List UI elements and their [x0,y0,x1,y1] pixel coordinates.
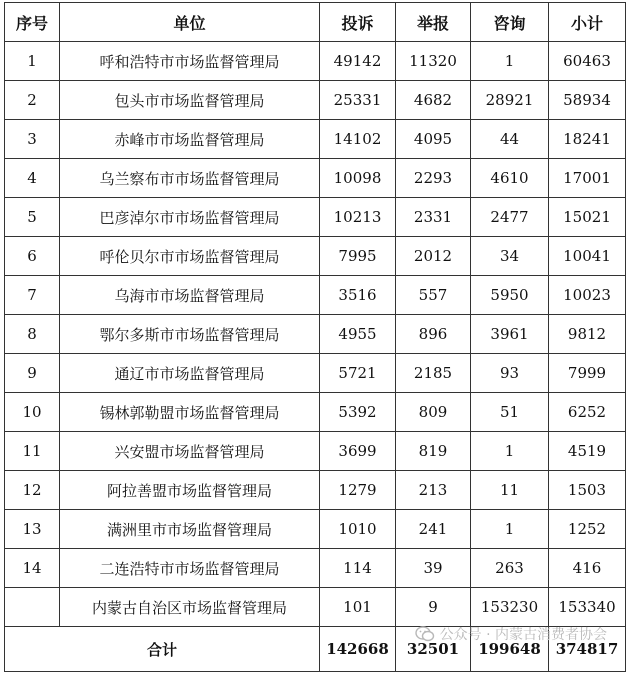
table-row [5,120,626,159]
row-index: 6 [5,237,60,276]
table-row [5,42,626,81]
row-complaints: 101 [320,588,396,627]
row-reports: 4682 [396,81,471,120]
row-inquiries: 4610 [471,159,549,198]
row-reports: 213 [396,471,471,510]
row-subtotal: 58934 [549,81,626,120]
row-index: 7 [5,276,60,315]
header-complaints: 投诉 [320,3,396,42]
row-inquiries: 3961 [471,315,549,354]
total-subtotal: 374817 [549,627,626,672]
table-row [5,432,626,471]
header-inquiries: 咨询 [471,3,549,42]
row-subtotal: 18241 [549,120,626,159]
row-reports: 39 [396,549,471,588]
row-complaints: 1010 [320,510,396,549]
table-row [5,471,626,510]
table-row [5,237,626,276]
row-inquiries: 28921 [471,81,549,120]
total-reports: 32501 [396,627,471,672]
row-unit: 呼伦贝尔市市场监督管理局 [60,237,320,276]
row-reports: 809 [396,393,471,432]
row-subtotal: 153340 [549,588,626,627]
row-inquiries: 11 [471,471,549,510]
row-complaints: 3699 [320,432,396,471]
row-complaints: 10213 [320,198,396,237]
row-subtotal: 7999 [549,354,626,393]
row-index: 13 [5,510,60,549]
table-row [5,510,626,549]
row-inquiries: 153230 [471,588,549,627]
total-complaints: 142668 [320,627,396,672]
row-inquiries: 5950 [471,276,549,315]
row-index [5,588,60,627]
row-inquiries: 51 [471,393,549,432]
row-subtotal: 1252 [549,510,626,549]
row-inquiries: 1 [471,510,549,549]
row-unit: 阿拉善盟市场监督管理局 [60,471,320,510]
row-inquiries: 44 [471,120,549,159]
row-complaints: 1279 [320,471,396,510]
total-inquiries: 199648 [471,627,549,672]
row-subtotal: 10041 [549,237,626,276]
row-index: 14 [5,549,60,588]
row-subtotal: 6252 [549,393,626,432]
row-index: 8 [5,315,60,354]
table-row [5,198,626,237]
row-subtotal: 60463 [549,42,626,81]
row-subtotal: 4519 [549,432,626,471]
row-subtotal: 17001 [549,159,626,198]
row-unit: 呼和浩特市市场监督管理局 [60,42,320,81]
row-complaints: 49142 [320,42,396,81]
row-unit: 兴安盟市场监督管理局 [60,432,320,471]
row-index: 3 [5,120,60,159]
row-reports: 2331 [396,198,471,237]
row-index: 12 [5,471,60,510]
row-unit: 鄂尔多斯市市场监督管理局 [60,315,320,354]
row-complaints: 3516 [320,276,396,315]
row-complaints: 5392 [320,393,396,432]
row-inquiries: 2477 [471,198,549,237]
row-reports: 241 [396,510,471,549]
row-reports: 4095 [396,120,471,159]
row-reports: 896 [396,315,471,354]
table-row [5,81,626,120]
row-complaints: 14102 [320,120,396,159]
row-reports: 11320 [396,42,471,81]
total-label: 合计 [5,627,320,672]
table-row [5,393,626,432]
row-complaints: 7995 [320,237,396,276]
complaint-statistics-table [4,2,626,672]
row-index: 11 [5,432,60,471]
row-inquiries: 263 [471,549,549,588]
header-row [5,3,626,42]
row-complaints: 114 [320,549,396,588]
row-subtotal: 10023 [549,276,626,315]
row-index: 1 [5,42,60,81]
row-reports: 2185 [396,354,471,393]
table-row [5,549,626,588]
table-row [5,315,626,354]
watermark-text: 公众号 · 内蒙古消费者协会 [439,627,607,643]
row-index: 9 [5,354,60,393]
row-unit: 乌海市市场监督管理局 [60,276,320,315]
table-row [5,276,626,315]
row-unit: 包头市市场监督管理局 [60,81,320,120]
row-inquiries: 1 [471,42,549,81]
header-unit: 单位 [60,3,320,42]
row-reports: 819 [396,432,471,471]
row-subtotal: 416 [549,549,626,588]
row-inquiries: 34 [471,237,549,276]
row-complaints: 4955 [320,315,396,354]
row-unit: 锡林郭勒盟市场监督管理局 [60,393,320,432]
row-subtotal: 15021 [549,198,626,237]
header-reports: 举报 [396,3,471,42]
row-index: 2 [5,81,60,120]
row-unit: 乌兰察布市市场监督管理局 [60,159,320,198]
row-complaints: 10098 [320,159,396,198]
header-subtotal: 小计 [549,3,626,42]
table-row [5,354,626,393]
row-reports: 2293 [396,159,471,198]
row-index: 10 [5,393,60,432]
row-subtotal: 9812 [549,315,626,354]
row-unit: 满洲里市市场监督管理局 [60,510,320,549]
row-unit: 内蒙古自治区市场监督管理局 [60,588,320,627]
row-unit: 二连浩特市市场监督管理局 [60,549,320,588]
row-reports: 9 [396,588,471,627]
row-inquiries: 93 [471,354,549,393]
row-inquiries: 1 [471,432,549,471]
table-row [5,159,626,198]
row-unit: 通辽市市场监督管理局 [60,354,320,393]
row-subtotal: 1503 [549,471,626,510]
row-complaints: 25331 [320,81,396,120]
row-unit: 巴彦淖尔市市场监督管理局 [60,198,320,237]
header-index: 序号 [5,3,60,42]
row-index: 4 [5,159,60,198]
row-complaints: 5721 [320,354,396,393]
row-unit: 赤峰市市场监督管理局 [60,120,320,159]
row-index: 5 [5,198,60,237]
total-row [5,627,626,672]
table-row [5,588,626,627]
row-reports: 557 [396,276,471,315]
row-reports: 2012 [396,237,471,276]
